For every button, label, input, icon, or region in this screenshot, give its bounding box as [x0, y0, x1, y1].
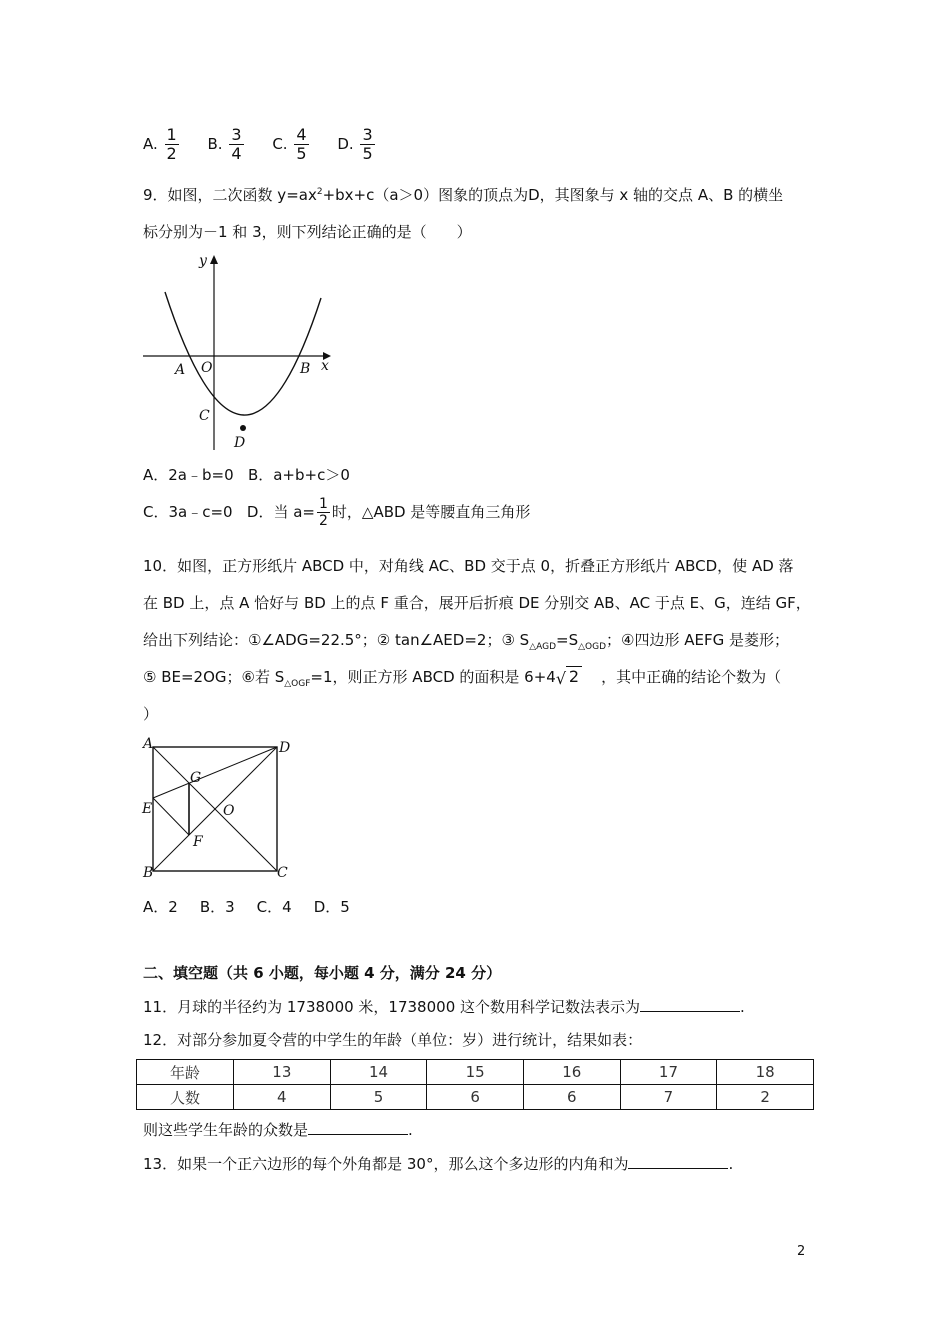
option-label: B. [207, 135, 223, 153]
q9-options-row-2 [143, 496, 530, 529]
q9-option-d-suffix: 时，△ABD 是等腰直角三角形 [331, 503, 531, 521]
denominator: 2 [318, 513, 328, 529]
label-b: B [143, 865, 154, 881]
denominator: 2 [166, 144, 177, 163]
option-label: A. [143, 135, 158, 153]
q10-text: =1，则正方形 ABCD 的面积是 6+4 [310, 668, 556, 686]
table-header-cell: 年龄 [137, 1060, 234, 1085]
q10-text: =S [556, 631, 579, 649]
table-cell: 16 [523, 1060, 620, 1085]
label-d: D [234, 435, 246, 450]
numerator: 1 [166, 125, 177, 144]
q9-option-a: A．2a﹣b=0 [143, 466, 234, 484]
q10-option-a: A．2 [143, 898, 178, 916]
numerator: 3 [231, 125, 242, 144]
table-cell: 4 [234, 1085, 331, 1110]
q9-line-2: 标分别为－1 和 3，则下列结论正确的是（ ） [143, 223, 472, 241]
q12-line: 12．对部分参加夏令营的中学生的年龄（单位：岁）进行统计，结果如表： [143, 1031, 643, 1049]
q9-option-b: B．a+b+c＞0 [247, 466, 350, 484]
q10-text: 给出下列结论：①∠ADG=22.5°；② tan∠AED=2；③ S [143, 631, 530, 649]
subscript: △AGD [529, 642, 557, 652]
fold-de [153, 747, 277, 798]
label-x: x [321, 358, 329, 374]
table-cell: 5 [330, 1085, 427, 1110]
option-label: C. [272, 135, 288, 153]
fraction [360, 126, 374, 163]
q12-after [143, 1119, 413, 1140]
q13-end: . [728, 1155, 734, 1173]
label-g: G [190, 770, 202, 786]
graph-background [143, 250, 335, 450]
fraction [317, 496, 330, 529]
q10-text: ；④四边形 AEFG 是菱形； [606, 631, 790, 649]
q13-line [143, 1153, 733, 1174]
label-o: O [201, 360, 213, 376]
table-row [137, 1085, 814, 1110]
denominator: 5 [362, 144, 373, 163]
table-cell: 17 [620, 1060, 717, 1085]
option-label: D. [337, 135, 354, 153]
table-cell: 6 [427, 1085, 524, 1110]
q8-option-a [143, 126, 181, 163]
denominator: 4 [231, 144, 242, 163]
age-table [136, 1059, 814, 1110]
q9-line-1 [143, 184, 783, 205]
q10-options [143, 896, 372, 917]
subscript: △OGF [284, 679, 311, 689]
q10-line-1: 10．如图，正方形纸片 ABCD 中，对角线 AC、BD 交于点 0，折叠正方形纸片 ABCD，使 AD 落 [143, 557, 794, 575]
square-figure [140, 736, 300, 882]
answer-blank [628, 1154, 728, 1169]
q8-option-d [337, 126, 376, 163]
page-number: 2 [797, 1244, 806, 1259]
table-cell: 7 [620, 1085, 717, 1110]
q10-line-5: ） [143, 705, 159, 723]
superscript: 2 [316, 187, 323, 197]
label-f: F [193, 834, 203, 850]
q10-option-b: B．3 [199, 898, 235, 916]
q10-text: ⑤ BE=2OG；⑥若 S [143, 668, 285, 686]
label-o: O [223, 803, 235, 819]
table-header-cell: 人数 [137, 1085, 234, 1110]
q9-options-row-1 [143, 464, 350, 485]
table-cell: 18 [717, 1060, 814, 1085]
segment-ef [153, 798, 189, 835]
q10-line-2: 在 BD 上，点 A 恰好与 BD 上的点 F 重合，展开后折痕 DE 分别交 AB、AC 于点 E、G，连结 GF， [143, 594, 811, 612]
table-cell: 14 [330, 1060, 427, 1085]
label-b: B [300, 361, 311, 377]
q9-text-b: +bx+c（a＞0）图象的顶点为D，其图象与 x 轴的交点 A、B 的横坐 [322, 186, 784, 204]
label-e: E [142, 801, 153, 817]
label-c: C [277, 865, 288, 881]
fraction [294, 126, 308, 163]
answer-blank [640, 997, 740, 1012]
q12-after-text: 则这些学生年龄的众数是 [143, 1121, 309, 1139]
numerator: 1 [318, 496, 328, 512]
q9-text-a: 9．如图，二次函数 y=ax [143, 186, 317, 204]
section-heading: 二、填空题（共 6 小题，每小题 4 分，满分 24 分） [143, 964, 502, 982]
q11-text: 11．月球的半径约为 1738000 米，1738000 这个数用科学记数法表示为 [143, 998, 641, 1016]
parabola-graph [143, 250, 335, 450]
q9-option-d-prefix: D．当 a= [246, 503, 315, 521]
table-row [137, 1060, 814, 1085]
q10-line-3 [143, 629, 789, 652]
radicand: 2 [566, 666, 582, 686]
q10-option-c: C．4 [256, 898, 292, 916]
q10-option-d: D．5 [313, 898, 350, 916]
q8-options [143, 126, 399, 163]
q12-end: . [408, 1121, 413, 1139]
vertex-point [240, 425, 246, 431]
answer-blank [308, 1120, 408, 1135]
radical-sign-icon: √ [555, 669, 567, 688]
numerator: 4 [296, 125, 307, 144]
fraction [229, 126, 243, 163]
label-a: A [175, 362, 186, 378]
denominator: 5 [296, 144, 307, 163]
fraction [165, 126, 179, 163]
q10-text: ，其中正确的结论个数为（ [601, 668, 782, 686]
label-a: A [143, 736, 154, 752]
table-cell: 13 [234, 1060, 331, 1085]
q11-end: . [740, 998, 745, 1016]
table-cell: 6 [523, 1085, 620, 1110]
table-cell: 15 [427, 1060, 524, 1085]
q8-option-c [272, 126, 310, 163]
label-y: y [199, 253, 207, 269]
q13-text: 13．如果一个正六边形的每个外角都是 30°，那么这个多边形的内角和为 [143, 1155, 629, 1173]
q8-option-b [208, 126, 246, 163]
square-root [556, 667, 582, 686]
q10-line-4 [143, 666, 781, 689]
label-d: D [279, 740, 291, 756]
label-c: C [199, 408, 210, 424]
table-cell: 2 [717, 1085, 814, 1110]
q11-line [143, 996, 745, 1017]
q9-option-c: C．3a﹣c=0 [143, 503, 233, 521]
numerator: 3 [362, 125, 373, 144]
subscript: △OGD [578, 642, 607, 652]
